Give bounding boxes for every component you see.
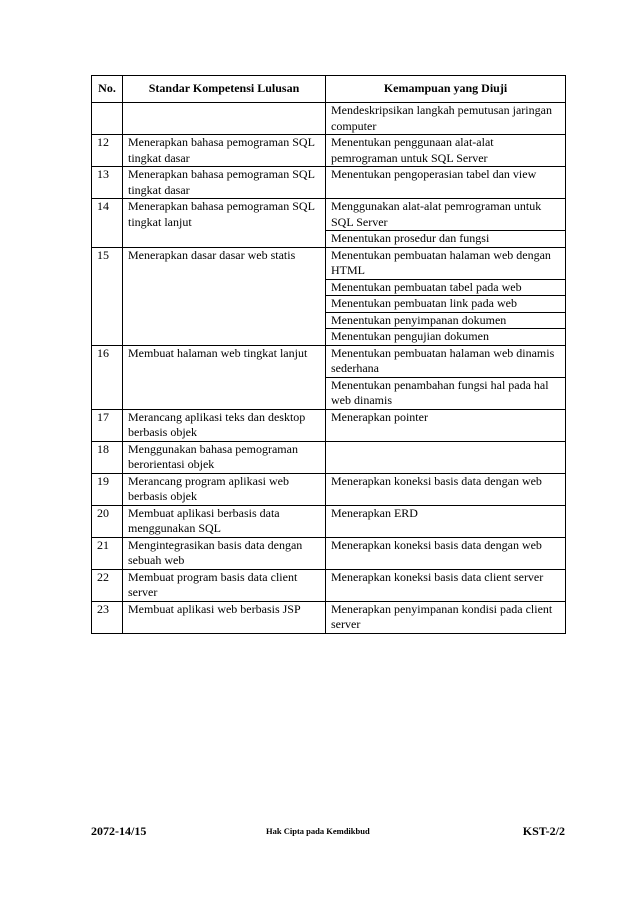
- standar-kompetensi-cell: Membuat halaman web tingkat lanjut: [123, 345, 326, 409]
- kemampuan-cell: Menentukan pengoperasian tabel dan view: [326, 167, 566, 199]
- table-row: [92, 135, 566, 167]
- table-row: [92, 505, 566, 537]
- kemampuan-cell: Menerapkan koneksi basis data dengan web: [326, 473, 566, 505]
- page-footer: [91, 824, 565, 840]
- row-number: 21: [92, 537, 123, 569]
- kemampuan-cell: [326, 441, 566, 473]
- table-row: [92, 247, 566, 279]
- standar-kompetensi-cell: [123, 103, 326, 135]
- standar-kompetensi-cell: Membuat aplikasi web berbasis JSP: [123, 601, 326, 633]
- kemampuan-cell: Menerapkan pointer: [326, 409, 566, 441]
- row-number: 19: [92, 473, 123, 505]
- row-number: 20: [92, 505, 123, 537]
- kemampuan-cell: Mendeskripsikan langkah pemutusan jaringan computer: [326, 103, 566, 135]
- table-row: [92, 167, 566, 199]
- row-number: 23: [92, 601, 123, 633]
- kemampuan-cell: Menerapkan koneksi basis data dengan web: [326, 537, 566, 569]
- row-number: 13: [92, 167, 123, 199]
- table-row: [92, 569, 566, 601]
- row-number: [92, 103, 123, 135]
- kemampuan-cell: Menentukan penggunaan alat-alat pemrograman untuk SQL Server: [326, 135, 566, 167]
- row-number: 14: [92, 199, 123, 248]
- standar-kompetensi-cell: Merancang aplikasi teks dan desktop berbasis objek: [123, 409, 326, 441]
- table-header-row: [92, 76, 566, 103]
- row-number: 17: [92, 409, 123, 441]
- standar-kompetensi-cell: Membuat aplikasi berbasis data menggunakan SQL: [123, 505, 326, 537]
- standar-kompetensi-cell: Menerapkan bahasa pemograman SQL tingkat lanjut: [123, 199, 326, 248]
- kemampuan-cell: Menentukan pembuatan tabel pada web: [326, 279, 566, 296]
- kemampuan-cell: Menerapkan ERD: [326, 505, 566, 537]
- standar-kompetensi-cell: Menerapkan bahasa pemograman SQL tingkat dasar: [123, 135, 326, 167]
- table-row: [92, 345, 566, 377]
- standar-kompetensi-cell: Mengintegrasikan basis data dengan sebuah web: [123, 537, 326, 569]
- kemampuan-cell: Menggunakan alat-alat pemrograman untuk SQL Server: [326, 199, 566, 231]
- table-row: [92, 537, 566, 569]
- kemampuan-cell: Menerapkan penyimpanan kondisi pada client server: [326, 601, 566, 633]
- standar-kompetensi-cell: Membuat program basis data client server: [123, 569, 326, 601]
- kemampuan-cell: Menentukan penyimpanan dokumen: [326, 312, 566, 329]
- table-row: [92, 103, 566, 135]
- table-row: [92, 473, 566, 505]
- table-row: [92, 441, 566, 473]
- header-no: No.: [92, 76, 123, 103]
- kemampuan-cell: Menerapkan koneksi basis data client server: [326, 569, 566, 601]
- kemampuan-cell: Menentukan pembuatan halaman web dinamis sederhana: [326, 345, 566, 377]
- kemampuan-cell: Menentukan penambahan fungsi hal pada hal web dinamis: [326, 377, 566, 409]
- header-standar-kompetensi: Standar Kompetensi Lulusan: [123, 76, 326, 103]
- table-row: [92, 601, 566, 633]
- table-row: [92, 409, 566, 441]
- kemampuan-cell: Menentukan pembuatan halaman web dengan HTML: [326, 247, 566, 279]
- table-body: [92, 103, 566, 634]
- kemampuan-cell: Menentukan pengujian dokumen: [326, 329, 566, 346]
- row-number: 22: [92, 569, 123, 601]
- row-number: 18: [92, 441, 123, 473]
- footer-code: 2072-14/15: [91, 824, 147, 838]
- standar-kompetensi-cell: Menerapkan bahasa pemograman SQL tingkat dasar: [123, 167, 326, 199]
- standar-kompetensi-cell: Menggunakan bahasa pemograman berorientasi objek: [123, 441, 326, 473]
- row-number: 12: [92, 135, 123, 167]
- competency-table: [91, 75, 566, 634]
- kemampuan-cell: Menentukan prosedur dan fungsi: [326, 231, 566, 248]
- kemampuan-cell: Menentukan pembuatan link pada web: [326, 296, 566, 313]
- header-kemampuan: Kemampuan yang Diuji: [326, 76, 566, 103]
- footer-copyright: Hak Cipta pada Kemdikbud: [266, 826, 370, 836]
- row-number: 15: [92, 247, 123, 345]
- standar-kompetensi-cell: Menerapkan dasar dasar web statis: [123, 247, 326, 345]
- footer-page-number: KST-2/2: [522, 824, 565, 838]
- row-number: 16: [92, 345, 123, 409]
- table-row: [92, 199, 566, 231]
- standar-kompetensi-cell: Merancang program aplikasi web berbasis objek: [123, 473, 326, 505]
